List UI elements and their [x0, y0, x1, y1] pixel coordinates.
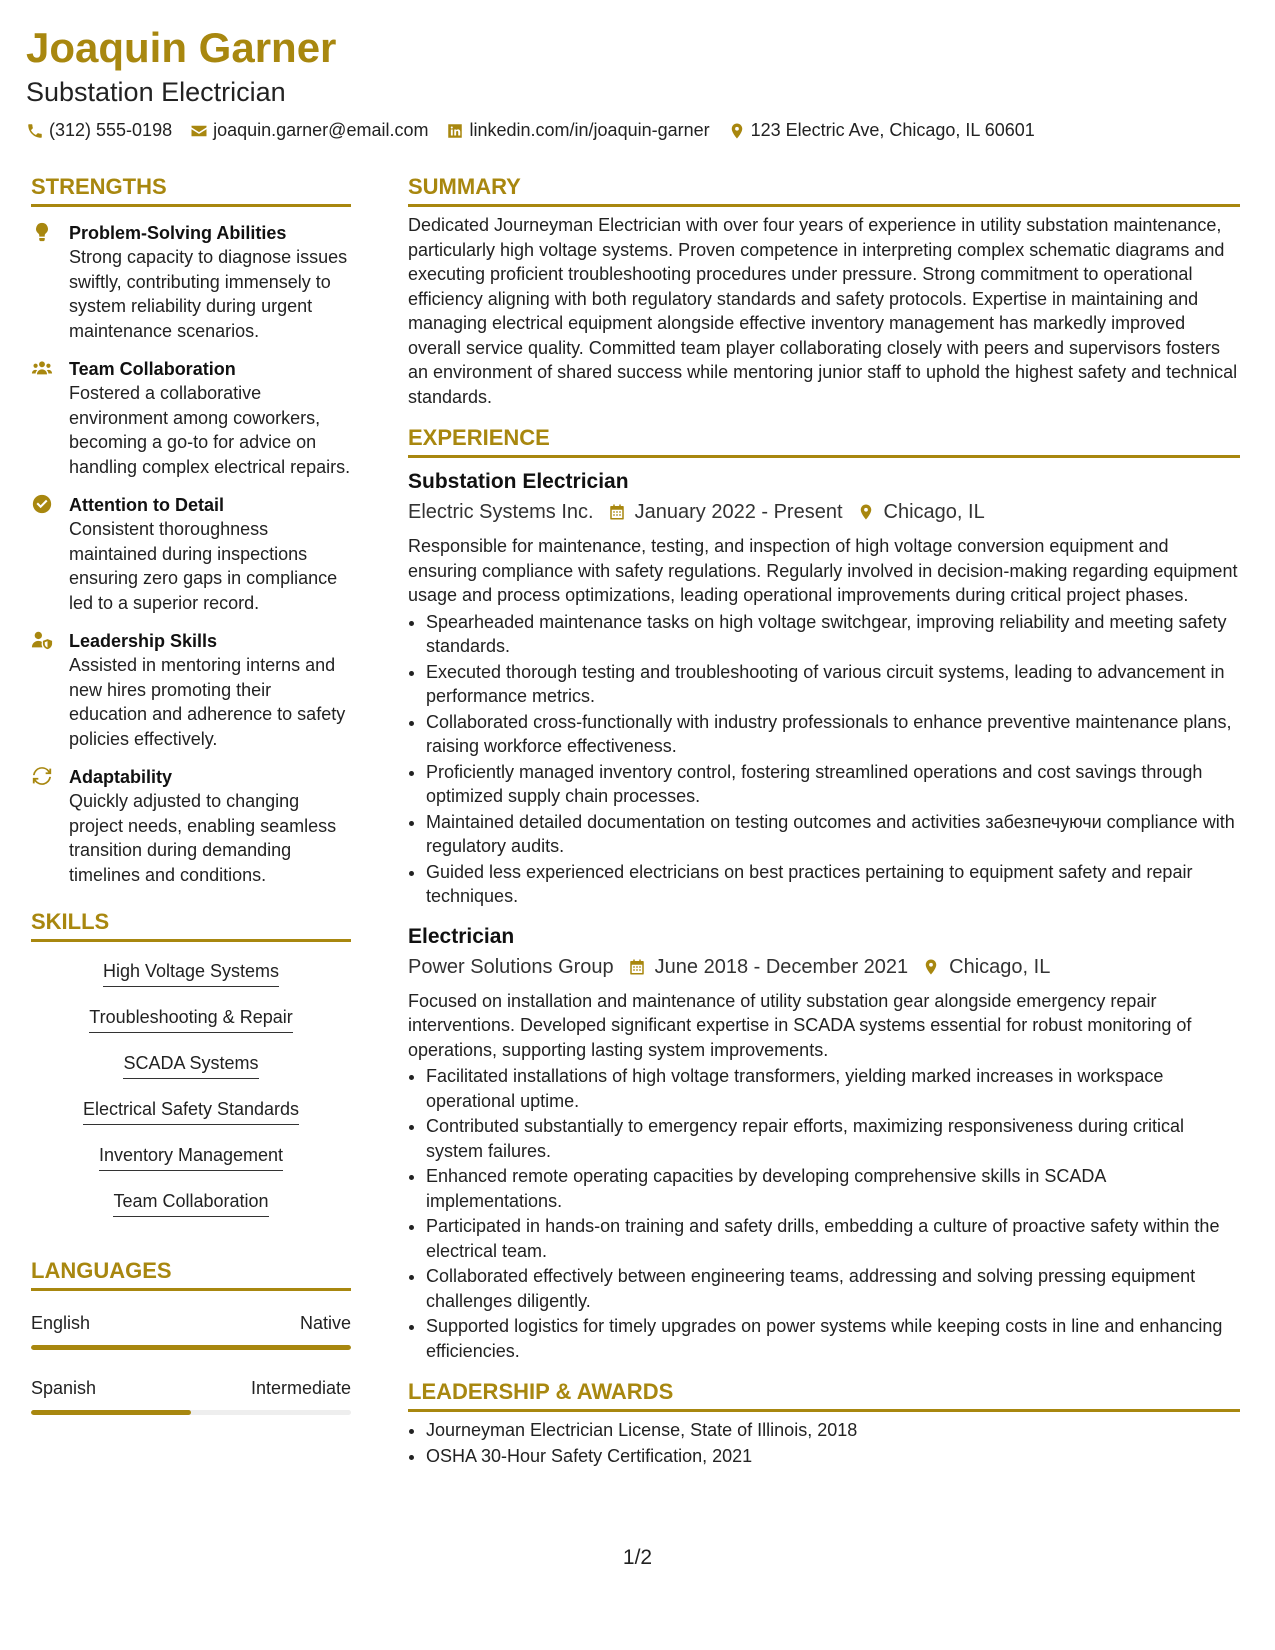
contact-phone — [26, 120, 172, 141]
skill-tag: Troubleshooting & Repair — [89, 1005, 292, 1033]
language-item — [31, 1376, 351, 1415]
contact-linkedin[interactable] — [446, 120, 709, 141]
skills-heading: SKILLS — [31, 907, 351, 942]
strength-desc: Consistent thoroughness maintained during inspections ensuring zero gaps in compliance led to a superior record. — [69, 519, 338, 613]
calendar-icon — [628, 958, 646, 976]
experience-section — [408, 423, 1240, 1363]
job-bullet: • Proficiently managed inventory control, fostering streamlined operations and cost savings through optimized supply chain processes. — [426, 760, 1240, 809]
summary-heading: SUMMARY — [408, 172, 1240, 207]
strength-name: Team Collaboration — [69, 359, 236, 379]
strength-item — [31, 629, 351, 751]
map-pin-icon — [922, 958, 940, 976]
contact-email[interactable] — [190, 120, 428, 141]
job-bullet: • Executed thorough testing and troubleshooting of various circuit systems, leading to advancement in performance metrics. — [426, 660, 1240, 709]
job-entry — [408, 923, 1240, 1364]
contact-address — [728, 120, 1035, 141]
contact-bar — [26, 120, 1245, 141]
language-bar — [31, 1345, 351, 1350]
address-text: 123 Electric Ave, Chicago, IL 60601 — [750, 120, 1035, 140]
job-bullet: • Maintained detailed documentation on testing outcomes and activities забезпечуючи compliance with regulatory audits. — [426, 810, 1240, 859]
calendar-icon — [608, 503, 626, 521]
phone-text: (312) 555-0198 — [49, 120, 173, 140]
envelope-icon — [190, 122, 208, 140]
awards-list — [408, 1418, 1240, 1468]
awards-section — [408, 1377, 1240, 1468]
strength-item — [31, 357, 351, 479]
candidate-title: Substation Electrician — [26, 77, 286, 107]
strength-desc: Assisted in mentoring interns and new hires promoting their education and adherence to safety policies effectively. — [69, 655, 346, 749]
candidate-name: Joaquin Garner — [26, 24, 337, 71]
sync-icon — [31, 765, 53, 787]
strength-item — [31, 493, 351, 615]
strength-item — [31, 765, 351, 887]
language-item — [31, 1311, 351, 1350]
resume-header — [26, 22, 1245, 141]
job-description: Focused on installation and maintenance of utility substation gear alongside emergency repair interventions. Developed significant expertise in SCADA systems essential for robust monitoring of operations, supporting lasting system improvements. — [408, 990, 1192, 1060]
skill-tag: SCADA Systems — [123, 1051, 258, 1079]
job-meta — [408, 498, 1240, 526]
strength-name: Adaptability — [69, 767, 173, 787]
job-role: Substation Electrician — [408, 470, 629, 493]
strengths-heading: STRENGTHS — [31, 172, 351, 207]
award-item: • Journeyman Electrician License, State of Illinois, 2018 — [426, 1418, 1240, 1443]
job-bullet: • Supported logistics for timely upgrades on power systems while keeping costs in line and enhancing efficiencies. — [426, 1314, 1240, 1363]
job-bullet: • Guided less experienced electricians on best practices pertaining to equipment safety and repair techniques. — [426, 860, 1240, 909]
job-bullet: • Collaborated effectively between engineering teams, addressing and solving pressing equipment challenges diligently. — [426, 1264, 1240, 1313]
page-number: 1/2 — [622, 1546, 653, 1569]
left-column — [31, 172, 351, 1415]
linkedin-icon — [446, 122, 464, 140]
job-description: Responsible for maintenance, testing, and inspection of high voltage conversion equipment and ensuring compliance with safety regulations. Regularly involved in decision-making regarding equipment usage and process optimizations, leading operational improvements during critical project phases. — [408, 536, 1238, 605]
user-shield-icon — [31, 629, 53, 651]
strength-name: Attention to Detail — [69, 495, 224, 515]
job-dates: January 2022 - Present — [634, 501, 843, 523]
right-column — [408, 172, 1240, 1469]
phone-icon — [26, 122, 44, 140]
job-bullet: • Contributed substantially to emergency repair efforts, maximizing responsiveness during critical system failures. — [426, 1114, 1240, 1163]
skill-tag: Electrical Safety Standards — [83, 1097, 299, 1125]
job-company: Electric Systems Inc. — [408, 501, 594, 523]
awards-heading: LEADERSHIP & AWARDS — [408, 1377, 1240, 1412]
skills-section — [31, 907, 351, 1230]
job-bullets — [408, 610, 1240, 909]
summary-text: Dedicated Journeyman Electrician with over four years of experience in utility substation maintenance, particularly high voltage systems. Proven competence in interpreting complex schematic diagrams and executing proficient troubleshooting procedures under pressure. Strong commitment to operational efficiency aligning with both regulatory standards and safety protocols. Expertise in maintaining and managing electrical equipment alongside effective inventory management has markedly improved overall service quality. Committed team player collaborating closely with peers and supervisors fosters an environment of shared success while mentoring junior staff to uphold the highest safety and technical standards. — [408, 215, 1238, 407]
lightbulb-icon — [31, 221, 53, 243]
strength-desc: Strong capacity to diagnose issues swiftly, contributing immensely to system reliability during urgent maintenance scenarios. — [69, 247, 348, 341]
map-pin-icon — [728, 122, 746, 140]
job-dates: June 2018 - December 2021 — [654, 955, 909, 978]
linkedin-text[interactable]: linkedin.com/in/joaquin-garner — [469, 120, 710, 140]
language-bar — [31, 1410, 351, 1415]
map-pin-icon — [857, 503, 875, 521]
strength-item — [31, 221, 351, 343]
job-location: Chicago, IL — [883, 501, 985, 523]
summary-section — [408, 172, 1240, 409]
language-level: Native — [299, 1313, 351, 1333]
job-role: Electrician — [408, 924, 515, 948]
users-icon — [31, 357, 53, 379]
award-item: • OSHA 30-Hour Safety Certification, 2021 — [426, 1444, 1240, 1469]
strength-name: Problem-Solving Abilities — [69, 223, 287, 243]
skill-tag: High Voltage Systems — [103, 959, 279, 987]
languages-section — [31, 1256, 351, 1415]
strength-desc: Quickly adjusted to changing project needs, enabling seamless transition during demanding timelines and conditions. — [69, 791, 337, 885]
job-bullets — [408, 1064, 1240, 1363]
strength-desc: Fostered a collaborative environment among coworkers, becoming a go-to for advice on handling complex electrical repairs. — [69, 383, 351, 477]
language-name: English — [31, 1313, 91, 1333]
skill-tag: Inventory Management — [99, 1143, 283, 1171]
skills-list — [31, 954, 351, 1230]
job-bullet: • Spearheaded maintenance tasks on high voltage switchgear, improving reliability and meeting safety standards. — [426, 610, 1240, 659]
check-circle-icon — [31, 493, 53, 515]
language-level: Intermediate — [250, 1378, 351, 1398]
language-name: Spanish — [31, 1378, 97, 1398]
language-bar-fill — [31, 1410, 191, 1415]
strengths-section — [31, 172, 351, 887]
job-location: Chicago, IL — [949, 955, 1051, 978]
job-meta — [408, 953, 1240, 981]
strength-name: Leadership Skills — [69, 631, 218, 651]
job-bullet: • Collaborated cross-functionally with industry professionals to enhance preventive maintenance plans, raising workforce effectiveness. — [426, 710, 1240, 759]
job-bullet: • Facilitated installations of high voltage transformers, yielding marked increases in workspace operational uptime. — [426, 1064, 1240, 1113]
email-text[interactable]: joaquin.garner@email.com — [213, 120, 429, 140]
job-company: Power Solutions Group — [408, 955, 614, 978]
experience-heading: EXPERIENCE — [408, 423, 1240, 458]
job-bullet: • Enhanced remote operating capacities by developing comprehensive skills in SCADA implementations. — [426, 1164, 1240, 1213]
language-bar-fill — [31, 1345, 351, 1350]
job-entry — [408, 468, 1240, 909]
skill-tag: Team Collaboration — [113, 1189, 268, 1217]
job-bullet: • Participated in hands-on training and safety drills, embedding a culture of proactive safety within the electrical team. — [426, 1214, 1240, 1263]
languages-heading: LANGUAGES — [31, 1256, 351, 1291]
